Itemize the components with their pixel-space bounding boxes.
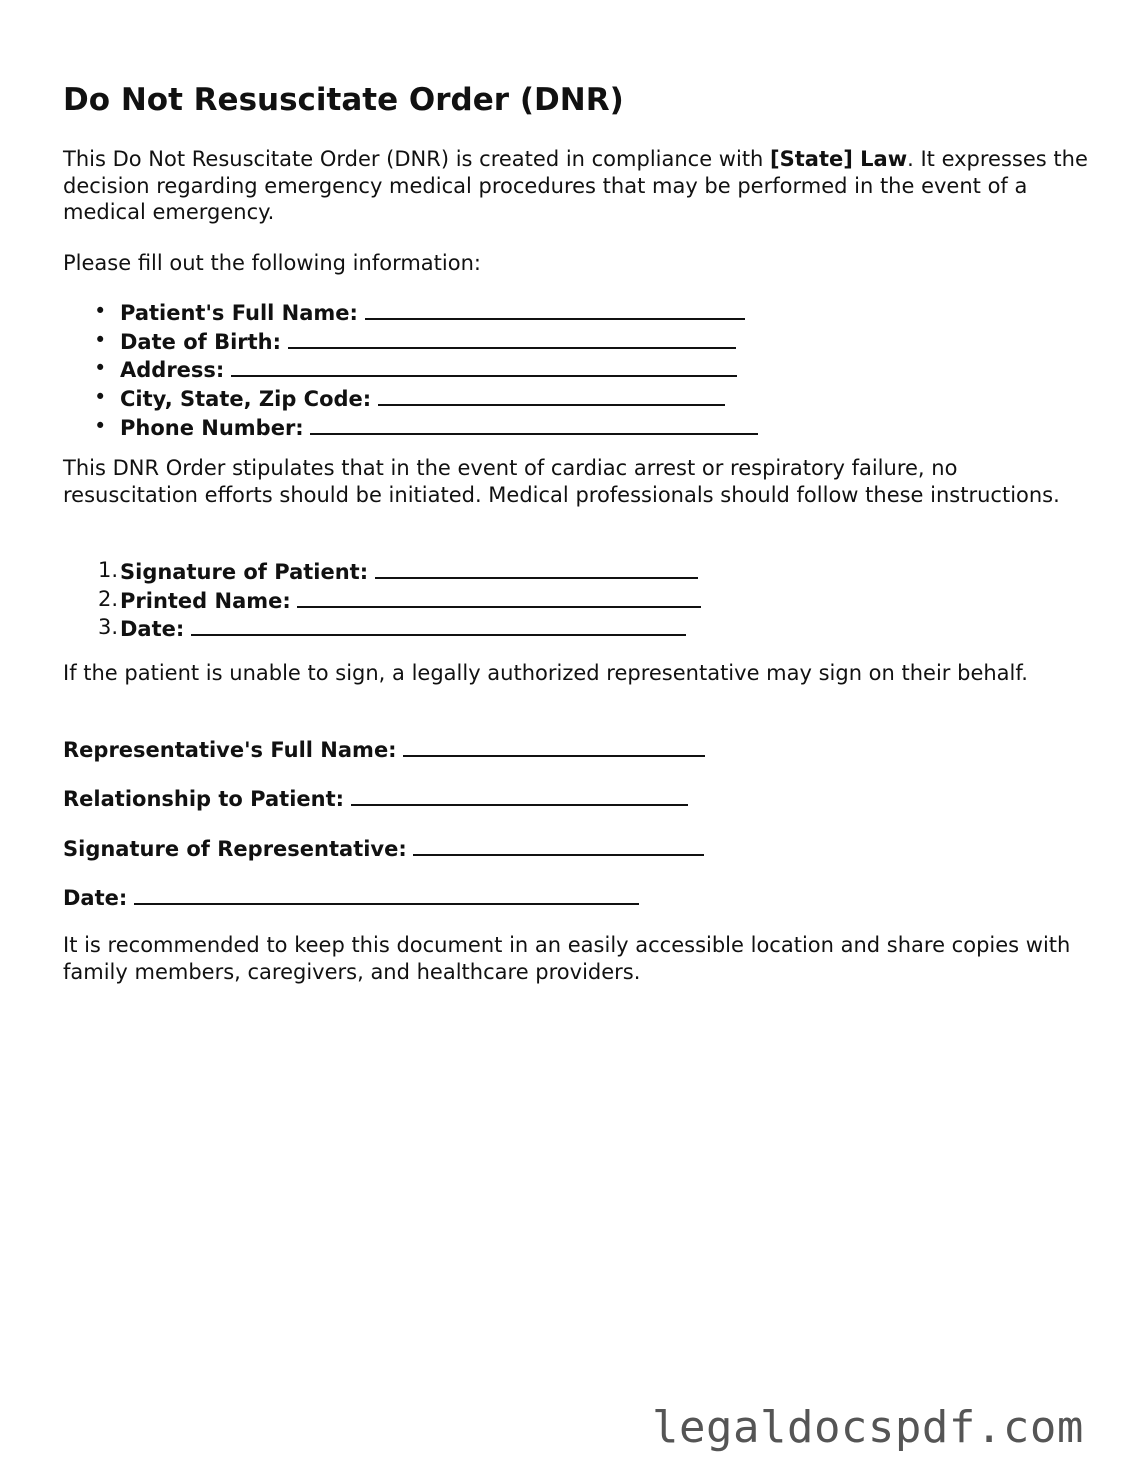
patient-date-item xyxy=(63,614,701,643)
bullet-icon: • xyxy=(94,356,107,381)
representative-name-row xyxy=(63,735,705,764)
relationship-label: Relationship to Patient: xyxy=(63,787,345,811)
patient-info-list xyxy=(63,298,758,442)
address-item xyxy=(63,355,758,384)
address-field[interactable] xyxy=(231,355,737,377)
phone-number-label: Phone Number: xyxy=(120,415,304,440)
patient-name-item xyxy=(63,298,758,327)
relationship-row xyxy=(63,784,688,813)
address-label: Address: xyxy=(120,358,225,383)
representative-date-row xyxy=(63,883,639,912)
bullet-icon: • xyxy=(94,413,107,438)
patient-date-label: Date: xyxy=(120,617,185,642)
city-state-zip-field[interactable] xyxy=(378,384,725,406)
representative-name-field[interactable] xyxy=(403,735,705,757)
city-state-zip-label: City, State, Zip Code: xyxy=(120,387,372,412)
printed-name-field[interactable] xyxy=(297,586,701,608)
patient-signature-item xyxy=(63,557,701,586)
patient-signature-field[interactable] xyxy=(375,557,698,579)
date-of-birth-label: Date of Birth: xyxy=(120,329,282,354)
patient-date-field[interactable] xyxy=(191,614,686,636)
patient-signature-label: Signature of Patient: xyxy=(120,560,369,584)
phone-number-item xyxy=(63,413,758,442)
document-title: Do Not Resuscitate Order (DNR) xyxy=(63,82,624,118)
city-state-zip-item xyxy=(63,384,758,413)
closing-paragraph: It is recommended to keep this document in an easily accessible location and share copies with family members, caregivers, and healthcare providers. xyxy=(63,933,1071,984)
representative-date-field[interactable] xyxy=(134,883,639,905)
list-number: 2. xyxy=(97,586,118,611)
date-of-birth-item xyxy=(63,327,758,356)
state-law-placeholder: [State] Law xyxy=(770,147,908,171)
bullet-icon: • xyxy=(94,327,107,352)
intro-paragraph xyxy=(63,146,1093,226)
bullet-icon: • xyxy=(94,299,107,323)
representative-signature-label: Signature of Representative: xyxy=(63,837,407,861)
patient-name-field[interactable] xyxy=(365,298,745,320)
representative-date-label: Date: xyxy=(63,886,128,910)
intro-text-end: . It expresses the decision regarding emergency medical procedures that may be performed in the event of a medical emergency. xyxy=(63,147,1088,225)
date-of-birth-field[interactable] xyxy=(288,327,736,349)
phone-number-field[interactable] xyxy=(310,413,758,435)
representative-signature-field[interactable] xyxy=(413,834,704,856)
printed-name-label: Printed Name: xyxy=(120,588,291,613)
bullet-icon: • xyxy=(94,385,107,410)
stipulation-paragraph: This DNR Order stipulates that in the event of cardiac arrest or respiratory failure, no resuscitation efforts should be initiated. Medical professionals should follow these instructions. xyxy=(63,456,1060,507)
printed-name-item xyxy=(63,586,701,615)
list-number: 1. xyxy=(97,558,118,582)
patient-signature-list xyxy=(63,557,701,643)
watermark-logo: legaldocspdf.com xyxy=(652,1402,1084,1453)
fill-prompt: Please fill out the following information: xyxy=(63,251,481,275)
list-number: 3. xyxy=(97,615,118,640)
representative-name-label: Representative's Full Name: xyxy=(63,738,397,762)
intro-text-start: This Do Not Resuscitate Order (DNR) is created in compliance with xyxy=(63,147,771,171)
representative-signature-row xyxy=(63,834,704,863)
relationship-field[interactable] xyxy=(351,784,688,806)
patient-name-label: Patient's Full Name: xyxy=(120,301,358,325)
representative-note: If the patient is unable to sign, a legally authorized representative may sign on their behalf. xyxy=(63,661,1028,685)
